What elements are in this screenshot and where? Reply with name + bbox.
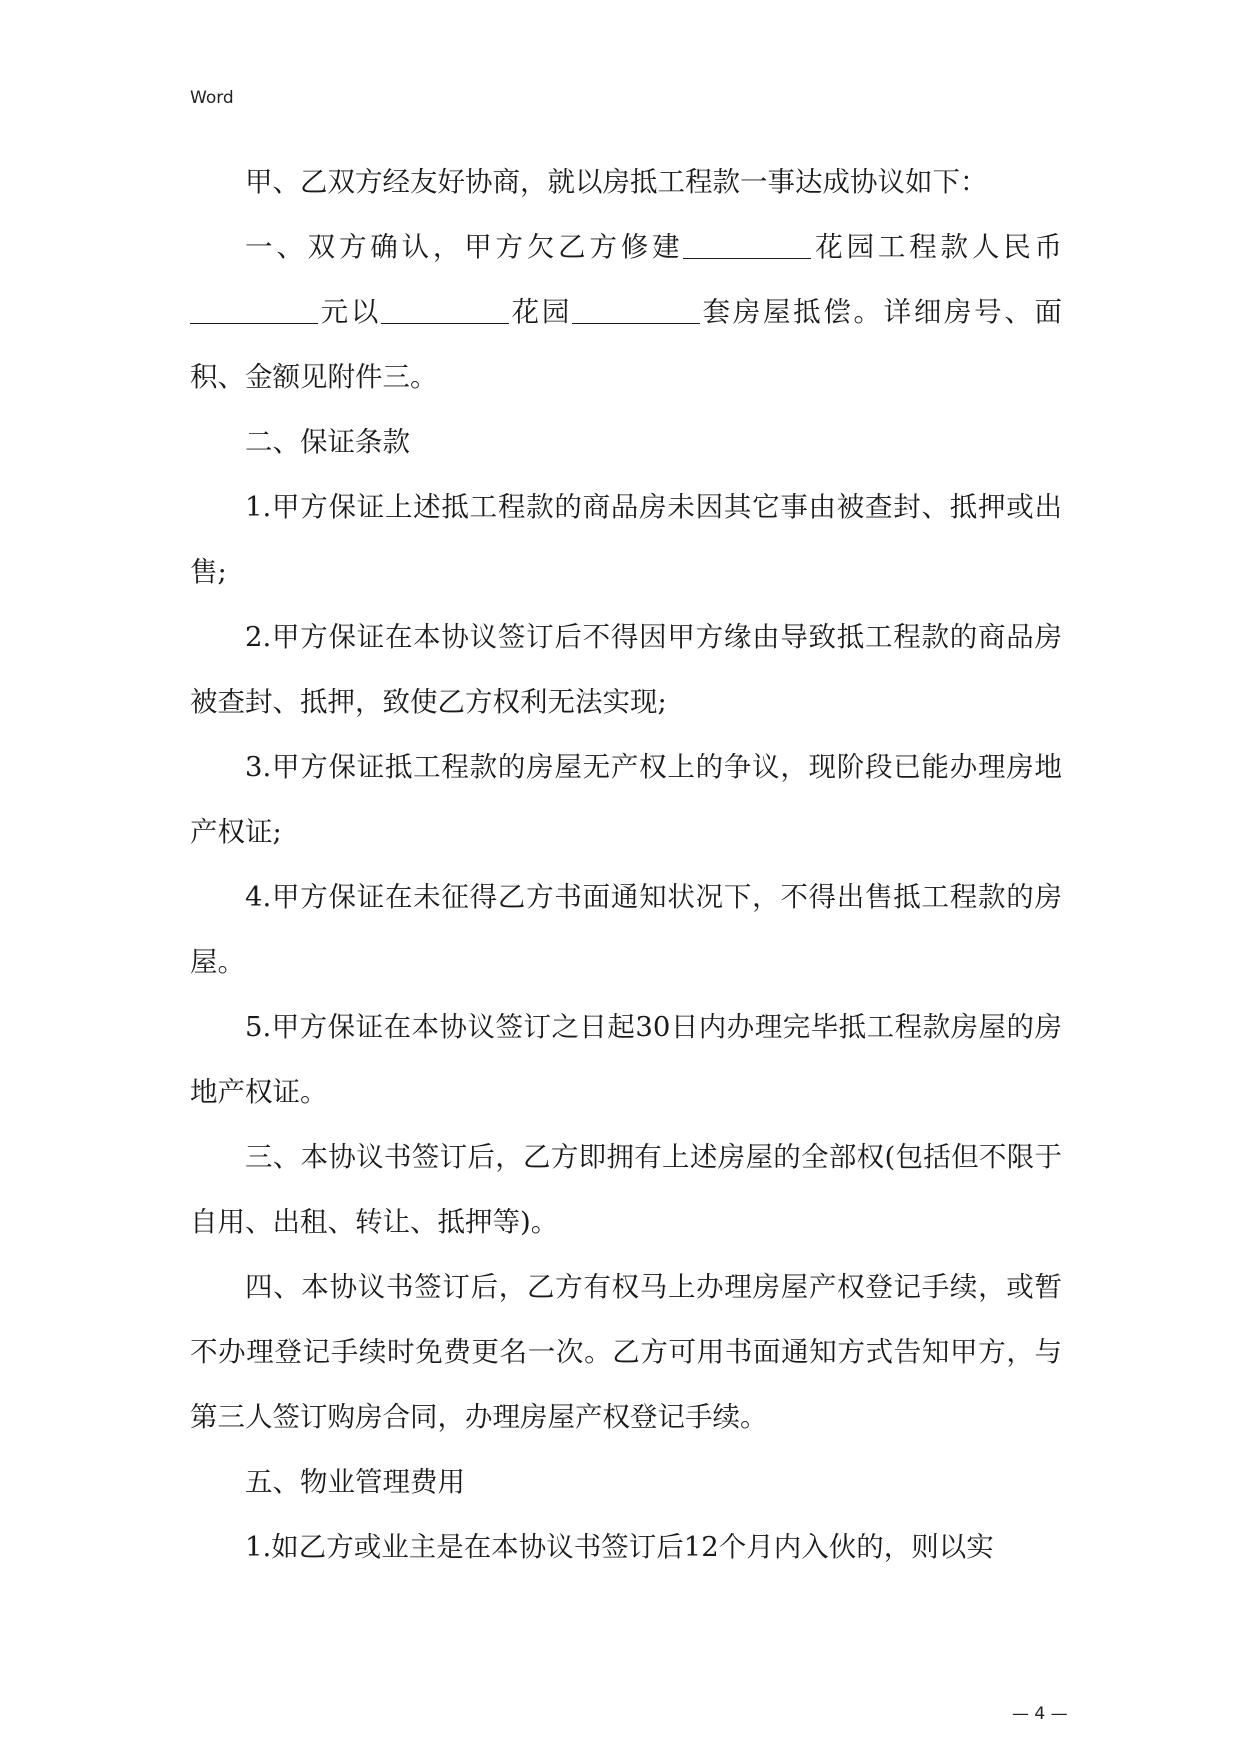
clause-1-text-a: 一、双方确认，甲方欠乙方修建 (245, 231, 684, 263)
fill-blank-units (572, 293, 700, 324)
clause-1-text-b: 花园工程款人民币 (811, 231, 1063, 263)
guarantee-item-3: 3.甲方保证抵工程款的房屋无产权上的争议，现阶段已能办理房地产权证; (190, 751, 1062, 848)
fill-blank-amount (190, 293, 318, 324)
page-header: Word (190, 88, 234, 108)
section-heading-property-fees: 五、物业管理费用 (245, 1466, 465, 1498)
page-number: — 4 — (1012, 1704, 1068, 1724)
section-heading-guarantee: 二、保证条款 (245, 426, 410, 458)
fill-blank-garden-name (683, 228, 811, 259)
paragraph-clause-4: 四、本协议书签订后，乙方有权马上办理房屋产权登记手续，或暂不办理登记手续时免费更名一次。乙方可用书面通知方式告知甲方，与第三人签订购房合同，办理房屋产权登记手续。 (190, 1271, 1062, 1433)
guarantee-item-2: 2.甲方保证在本协议签订后不得因甲方缘由导致抵工程款的商品房被查封、抵押，致使乙方权利无法实现; (190, 621, 1062, 718)
paragraph-clause-1 (190, 215, 1062, 410)
clause-1-text-c: 元以 (318, 296, 381, 328)
paragraph-intro: 甲、乙双方经友好协商，就以房抵工程款一事达成协议如下： (245, 166, 988, 198)
document-body (190, 150, 1062, 1580)
guarantee-item-4: 4.甲方保证在未征得乙方书面通知状况下，不得出售抵工程款的房屋。 (190, 881, 1062, 978)
guarantee-item-1: 1.甲方保证上述抵工程款的商品房未因其它事由被查封、抵押或出售; (190, 491, 1062, 588)
clause-1-text-e: 套房屋抵偿。详细房号、面积、金额见附件三。 (190, 296, 1062, 393)
clause-1-text-d: 花园 (509, 296, 572, 328)
property-fee-item-1: 1.如乙方或业主是在本协议书签订后12个月内入伙的，则以实 (245, 1531, 994, 1563)
fill-blank-garden (381, 293, 509, 324)
guarantee-item-5: 5.甲方保证在本协议签订之日起30日内办理完毕抵工程款房屋的房地产权证。 (190, 1011, 1062, 1108)
paragraph-clause-3: 三、本协议书签订后，乙方即拥有上述房屋的全部权(包括但不限于自用、出租、转让、抵押等)。 (190, 1141, 1062, 1238)
